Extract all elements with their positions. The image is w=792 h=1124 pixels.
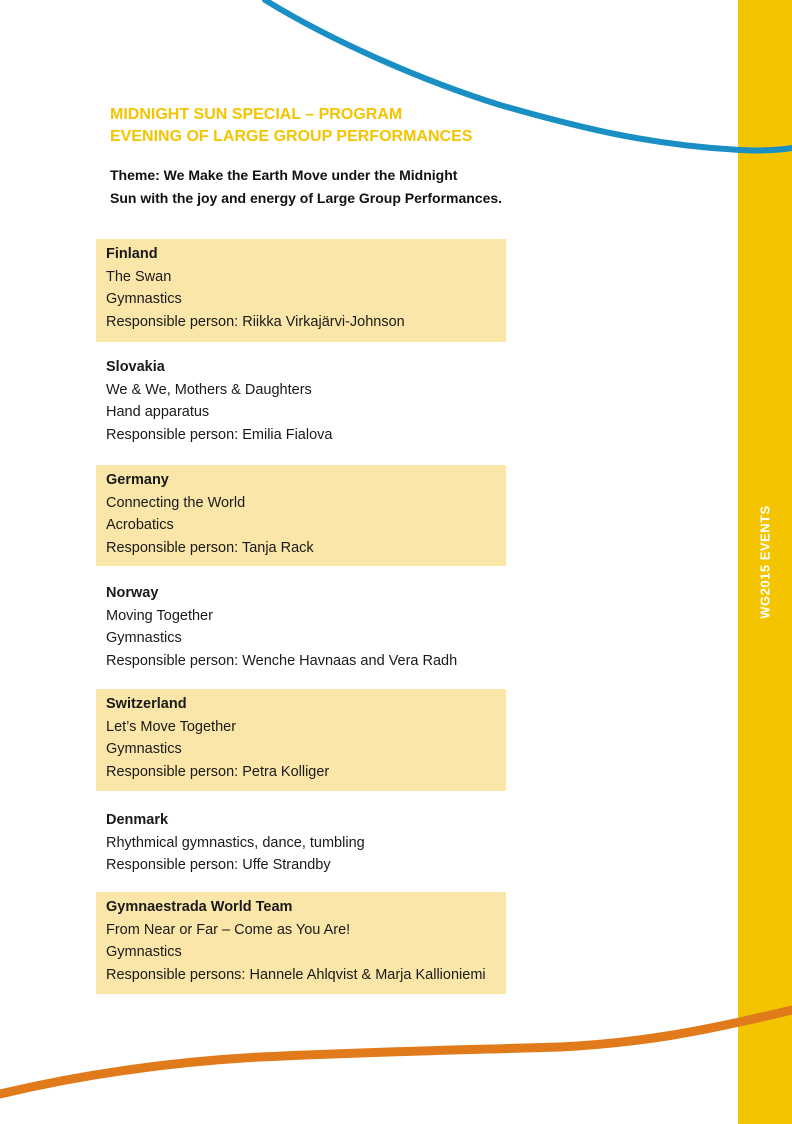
entry-title: Let’s Move Together [106,718,237,735]
entry-country: Germany [106,472,169,488]
heading-line-1: MIDNIGHT SUN SPECIAL – PROGRAM [110,106,403,123]
entry-discipline: Hand apparatus [106,404,210,421]
orange-wave-line [0,1010,792,1094]
entry-title: Rhythmical gymnastics, dance, tumbling [106,834,365,851]
entry-responsible: Responsible person: Uffe Strandby [106,857,331,874]
program-entry-norway [96,578,506,681]
program-entry-germany [96,465,506,566]
heading-line-2: EVENING OF LARGE GROUP PERFORMANCES [110,128,473,145]
program-entry-finland [96,239,506,342]
entry-title: We & We, Mothers & Daughters [106,381,312,398]
entry-country: Gymnaestrada World Team [106,899,293,915]
entry-responsible: Responsible person: Emilia Fialova [106,427,333,444]
page-heading [110,104,472,148]
program-entry-denmark [96,805,506,883]
entry-responsible: Responsible person: Tanja Rack [106,540,314,557]
section-label: WG2015 EVENTS [757,505,773,619]
entry-discipline: Acrobatics [106,517,174,534]
entry-responsible: Responsible persons: Hannele Ahlqvist & Marja Kallioniemi [106,967,486,984]
entry-discipline: Gymnastics [106,291,182,308]
entry-title: Moving Together [106,607,213,624]
entry-discipline: Gymnastics [106,944,182,961]
entry-title: The Swan [106,268,172,285]
entry-country: Slovakia [106,359,165,375]
entry-title: Connecting the World [106,494,246,511]
entry-responsible: Responsible person: Petra Kolliger [106,764,330,781]
entry-responsible: Responsible person: Riikka Virkajärvi-Johnson [106,314,405,331]
entry-responsible: Responsible person: Wenche Havnaas and Vera Radh [106,653,458,670]
entry-country: Denmark [106,812,169,828]
theme-statement [110,164,570,210]
program-entry-world-team [96,892,506,994]
entry-country: Finland [106,246,158,262]
entry-discipline: Gymnastics [106,630,182,647]
entry-country: Norway [106,585,159,601]
theme-line-1: Theme: We Make the Earth Move under the Midnight [110,167,458,183]
entry-country: Switzerland [106,696,187,712]
program-entry-switzerland [96,689,506,791]
entry-discipline: Gymnastics [106,741,182,758]
program-entry-slovakia [96,352,506,455]
entry-title: From Near or Far – Come as You Are! [106,921,351,938]
theme-line-2: Sun with the joy and energy of Large Group Performances. [110,190,503,206]
